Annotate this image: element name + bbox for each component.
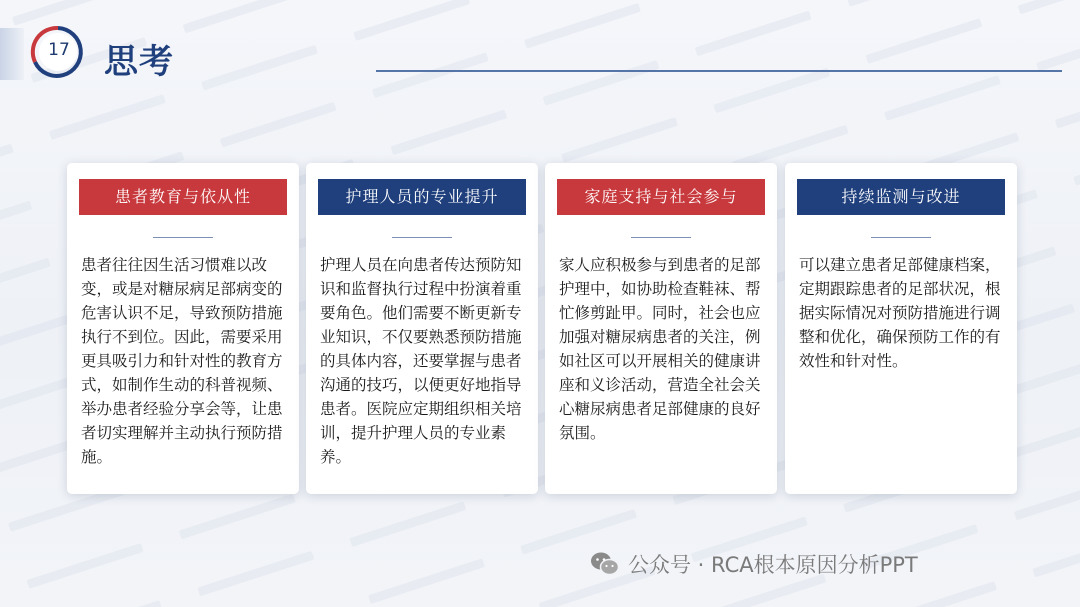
wechat-icon <box>590 551 620 577</box>
header-accent-bar <box>0 28 24 80</box>
card-divider <box>392 237 452 238</box>
slide-number: 17 <box>48 40 70 60</box>
card-header: 家庭支持与社会参与 <box>557 179 765 215</box>
slide-number-badge <box>22 24 94 80</box>
card-header: 持续监测与改进 <box>797 179 1005 215</box>
card-header: 护理人员的专业提升 <box>318 179 526 215</box>
card-body: 家人应积极参与到患者的足部护理中，如协助检查鞋袜、帮忙修剪趾甲。同时，社会也应加强对糖尿病患者的关注，例如社区可以开展相关的健康讲座和义诊活动，营造全社会关心糖尿病患者足部健康的良好氛围。 <box>559 256 761 442</box>
card-divider <box>153 237 213 238</box>
card-body: 患者往往因生活习惯难以改变，或是对糖尿病足部病变的危害认识不足，导致预防措施执行不到位。因此，需要采用更具吸引力和针对性的教育方式，如制作生动的科普视频、举办患者经验分享会等，让患者切实理解并主动执行预防措施。 <box>81 256 283 466</box>
card-divider <box>631 237 691 238</box>
page-title: 思考 <box>104 42 174 82</box>
card-monitoring <box>785 163 1017 494</box>
card-divider <box>871 237 931 238</box>
title-underline <box>376 70 1062 72</box>
card-nurse-training <box>306 163 538 494</box>
footer-attribution <box>590 548 918 580</box>
card-header: 患者教育与依从性 <box>79 179 287 215</box>
card-body: 可以建立患者足部健康档案，定期跟踪患者的足部状况，根据实际情况对预防措施进行调整和优化，确保预防工作的有效性和针对性。 <box>799 256 1001 370</box>
footer-text: 公众号 · RCA根本原因分析PPT <box>628 553 918 577</box>
card-patient-education <box>67 163 299 494</box>
card-family-support <box>545 163 777 494</box>
card-body: 护理人员在向患者传达预防知识和监督执行过程中扮演着重要角色。他们需要不断更新专业知识，不仅要熟悉预防措施的具体内容，还要掌握与患者沟通的技巧，以便更好地指导患者。医院应定期组织相关培训，提升护理人员的专业素养。 <box>320 256 522 466</box>
